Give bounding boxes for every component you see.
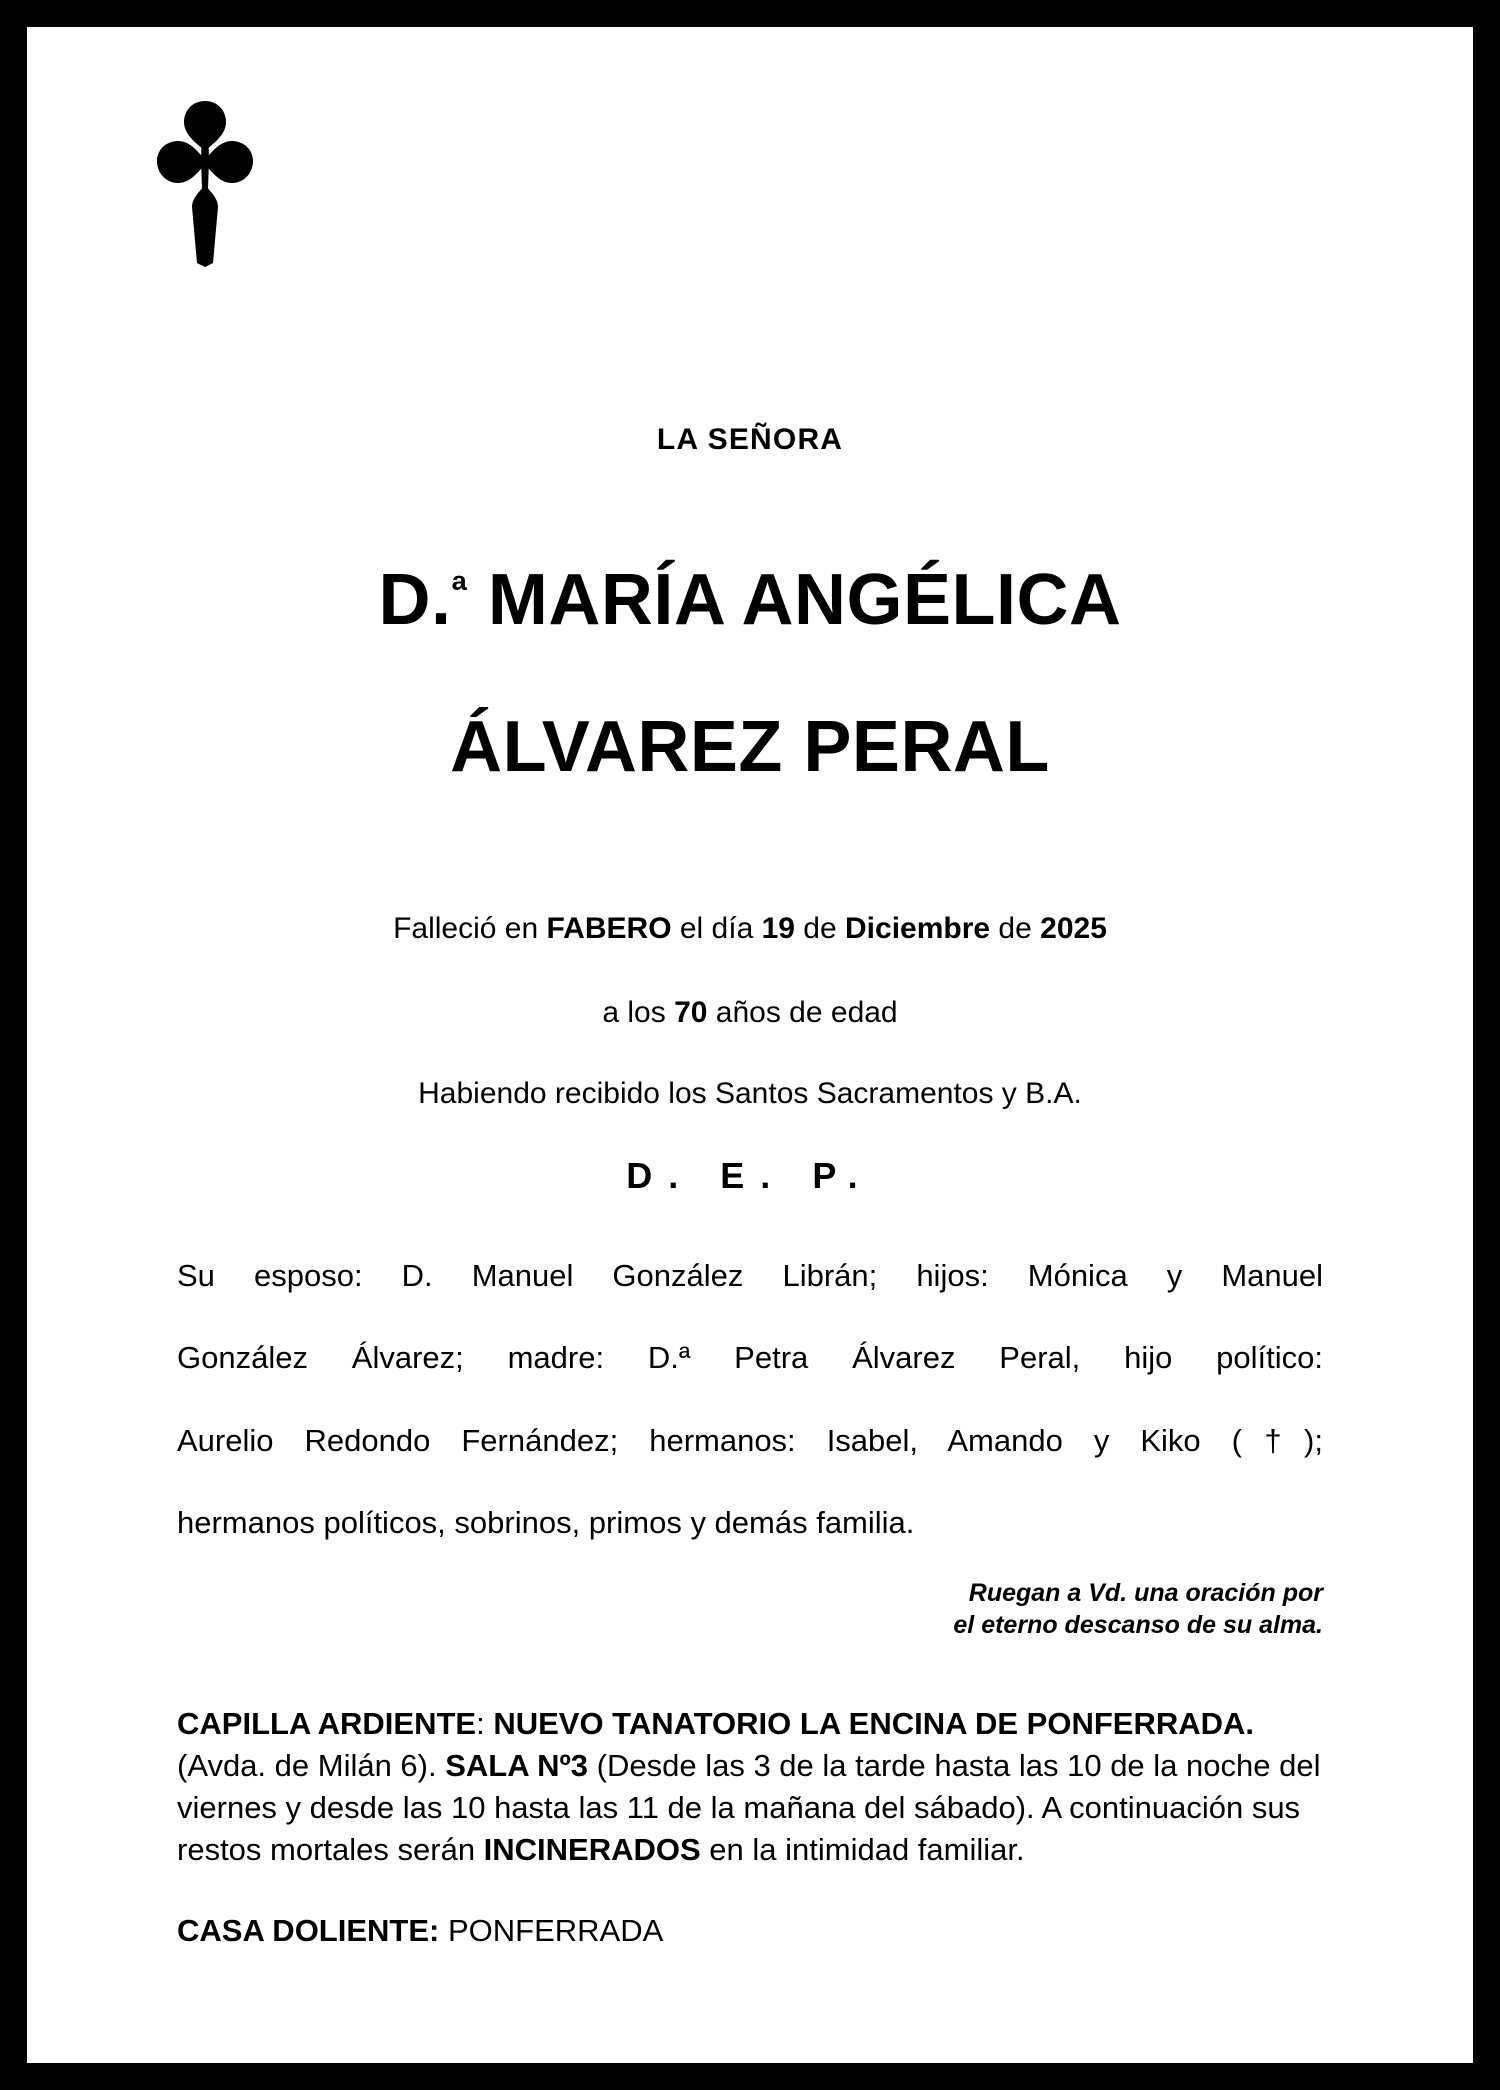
- casa-doliente-separator: :: [429, 1912, 448, 1948]
- death-year: 2025: [1040, 912, 1107, 946]
- age-line: [177, 948, 1323, 1032]
- honorific-title: LA SEÑORA: [656, 423, 844, 456]
- name-given: MARÍA ANGÉLICA: [467, 560, 1122, 641]
- notice-inner-frame: [22, 22, 1478, 2068]
- deceased-name: [177, 455, 1323, 858]
- notice-content: [27, 27, 1473, 2063]
- family-line: Aurelio Redondo Fernández; hermanos: Isabel, Amando y Kiko (†);: [177, 1422, 1323, 1458]
- family-paragraph: [177, 1197, 1323, 1544]
- venue-schedule-end: en la intimidad familiar.: [700, 1831, 1025, 1867]
- family-line: hermanos políticos, sobrinos, primos y demás familia.: [177, 1505, 915, 1540]
- venue-address: (Avda. de Milán 6).: [177, 1748, 446, 1784]
- prayer-request: [177, 1543, 1323, 1641]
- prayer-line: el eterno descanso de su alma.: [953, 1611, 1323, 1640]
- casa-doliente-line: [177, 1871, 1323, 1951]
- deceased-name-line-1: [177, 560, 1323, 641]
- dep-line: D. E. P.: [626, 1154, 874, 1196]
- age-prefix: a los: [602, 995, 675, 1029]
- venue-label-separator: :: [476, 1706, 494, 1742]
- casa-doliente-value: PONFERRADA: [447, 1912, 664, 1948]
- death-prefix: Falleció en: [393, 912, 547, 946]
- venue-room: SALA Nº3: [445, 1748, 589, 1784]
- deceased-name-line-2: ÁLVAREZ PERAL: [450, 707, 1050, 788]
- sacraments-line: Habiendo recibido los Santos Sacramentos y B.A.: [418, 1077, 1082, 1111]
- latin-cross-icon: [145, 89, 265, 269]
- casa-doliente-label: CASA DOLIENTE: [177, 1912, 430, 1948]
- venue-schedule: (Desde las 3 de la tarde hasta las 10 de la noche del viernes y desde las 10 hasta las 11 de la mañana del sábado). A continuación sus restos mortales serán: [177, 1748, 1321, 1867]
- prayer-line: Ruegan a Vd. una oración por: [968, 1579, 1323, 1608]
- death-line: [177, 858, 1323, 948]
- death-day: 19: [761, 912, 795, 946]
- death-place: FABERO: [546, 912, 672, 946]
- death-month: Diciembre: [845, 912, 991, 946]
- age-suffix: años de edad: [707, 995, 898, 1029]
- venue-cremation: INCINERADOS: [483, 1831, 701, 1867]
- name-prefix: D.: [378, 560, 452, 641]
- death-mid-1: el día: [671, 912, 762, 946]
- family-line: González Álvarez; madre: D.ª Petra Álvarez Peral, hijo político:: [177, 1340, 1323, 1376]
- name-ordinal-superscript: ª: [451, 567, 468, 615]
- venue-place: NUEVO TANATORIO LA ENCINA DE PONFERRADA.: [493, 1706, 1254, 1742]
- venue-paragraph: [177, 1641, 1323, 1870]
- death-mid-2: de: [794, 912, 846, 946]
- family-line: Su esposo: D. Manuel González Librán; hijos: Mónica y Manuel: [177, 1257, 1323, 1293]
- death-mid-3: de: [990, 912, 1041, 946]
- age-value: 70: [674, 995, 708, 1029]
- venue-label: CAPILLA ARDIENTE: [177, 1706, 477, 1742]
